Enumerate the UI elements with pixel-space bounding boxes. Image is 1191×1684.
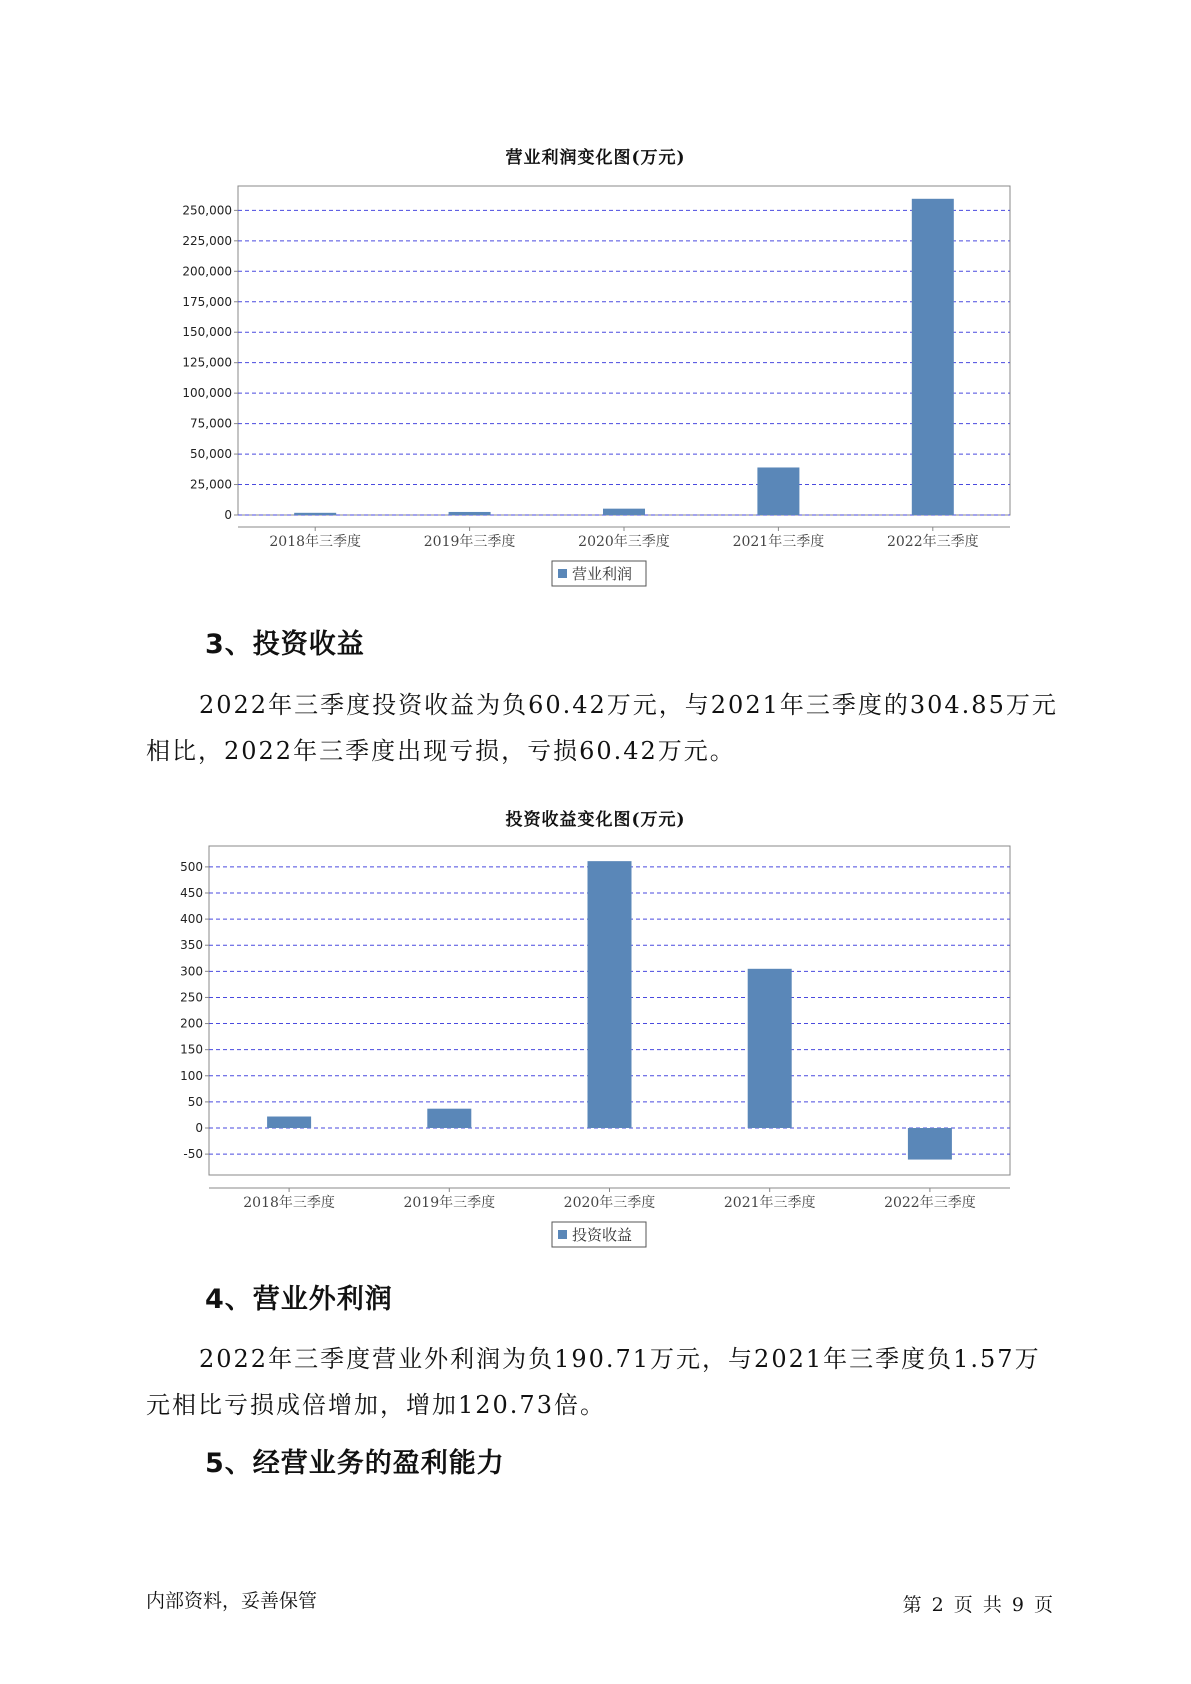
paragraph-line: 相比，2022年三季度出现亏损，亏损60.42万元。 bbox=[146, 737, 736, 765]
x-tick-label: 2018年三季度 bbox=[269, 534, 362, 550]
y-tick-label: 50,000 bbox=[190, 447, 232, 462]
y-tick-label: 100,000 bbox=[182, 386, 232, 401]
y-tick-label: 300 bbox=[180, 964, 203, 979]
footer-page-number: 第 2 页 共 9 页 bbox=[902, 1594, 1055, 1616]
x-tick-label: 2022年三季度 bbox=[884, 1195, 976, 1211]
y-tick-label: 200 bbox=[180, 1016, 203, 1031]
y-tick-label: 0 bbox=[224, 508, 232, 522]
x-tick-label: 2021年三季度 bbox=[723, 1195, 816, 1211]
footer-confidential-note: 内部资料，妥善保管 bbox=[146, 1590, 318, 1612]
x-tick-label: 2021年三季度 bbox=[732, 534, 825, 550]
legend-swatch bbox=[558, 1230, 567, 1239]
paragraph-line: 元相比亏损成倍增加，增加120.73倍。 bbox=[146, 1391, 606, 1419]
y-tick-label: 150 bbox=[180, 1042, 203, 1057]
y-tick-label: 0 bbox=[195, 1121, 203, 1135]
y-tick-label: 125,000 bbox=[182, 355, 232, 370]
y-tick-label: 50 bbox=[187, 1094, 203, 1109]
x-tick-label: 2020年三季度 bbox=[578, 534, 670, 550]
legend-label: 营业利润 bbox=[572, 565, 633, 583]
y-tick-label: 75,000 bbox=[190, 416, 232, 431]
y-tick-label: 150,000 bbox=[182, 325, 232, 340]
x-tick-label: 2019年三季度 bbox=[423, 534, 516, 550]
y-tick-label: 400 bbox=[180, 912, 203, 927]
legend-label: 投资收益 bbox=[572, 1226, 633, 1244]
y-tick-label: 250 bbox=[180, 990, 203, 1005]
chart-title: 营业利润变化图(万元) bbox=[505, 148, 686, 168]
y-tick-label: 350 bbox=[180, 938, 203, 953]
bar bbox=[427, 1109, 471, 1128]
chart-title: 投资收益变化图(万元) bbox=[505, 810, 686, 830]
section-heading-investment-income: 3、投资收益 bbox=[205, 629, 365, 660]
x-tick-label: 2022年三季度 bbox=[886, 534, 979, 550]
section-heading-non-operating-profit: 4、营业外利润 bbox=[205, 1284, 393, 1315]
bar bbox=[908, 1128, 952, 1160]
y-tick-label: 175,000 bbox=[182, 294, 232, 309]
bar bbox=[267, 1117, 311, 1128]
legend bbox=[552, 1222, 646, 1247]
x-tick-label: 2018年三季度 bbox=[243, 1195, 335, 1211]
non-operating-profit-paragraph bbox=[146, 1336, 1076, 1428]
y-tick-label: 100 bbox=[180, 1068, 203, 1083]
x-tick-label: 2019年三季度 bbox=[403, 1195, 496, 1211]
paragraph-line: 2022年三季度营业外利润为负190.71万元，与2021年三季度负1.57万 bbox=[199, 1345, 1041, 1373]
y-tick-label: 500 bbox=[180, 859, 203, 874]
y-tick-label: 200,000 bbox=[182, 264, 232, 279]
y-tick-label: 450 bbox=[180, 886, 203, 900]
y-tick-label: 225,000 bbox=[182, 233, 232, 248]
bar bbox=[588, 861, 632, 1128]
y-tick-label: 25,000 bbox=[190, 477, 232, 492]
bar bbox=[748, 969, 792, 1128]
y-tick-label: 250,000 bbox=[182, 203, 232, 218]
x-tick-label: 2020年三季度 bbox=[563, 1195, 656, 1211]
paragraph-line: 2022年三季度投资收益为负60.42万元，与2021年三季度的304.85万元 bbox=[199, 691, 1058, 719]
y-tick-label: -50 bbox=[183, 1147, 203, 1162]
section-heading-profitability: 5、经营业务的盈利能力 bbox=[205, 1448, 505, 1479]
